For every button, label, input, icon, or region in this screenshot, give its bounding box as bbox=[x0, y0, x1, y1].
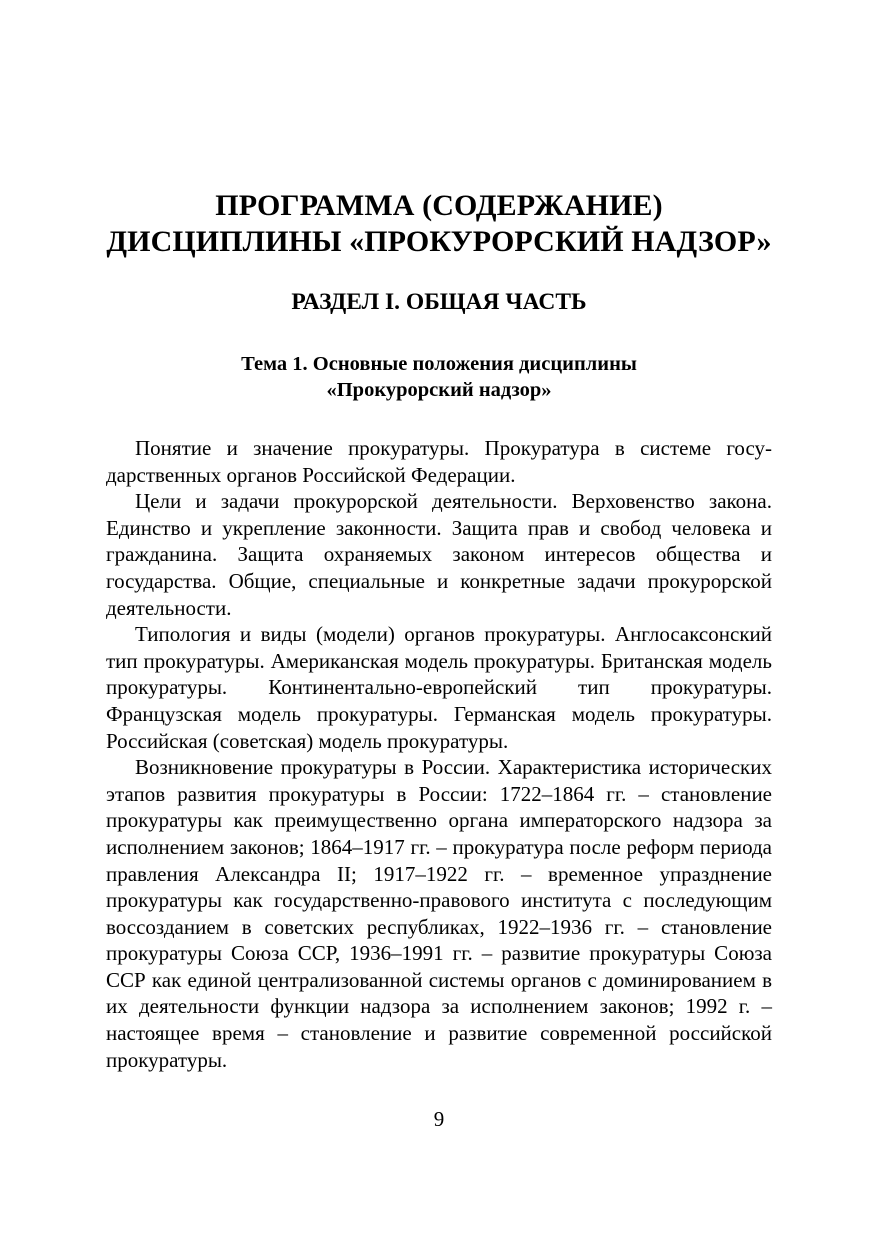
document-title bbox=[106, 188, 772, 260]
topic-line-2: «Прокурорский надзор» bbox=[326, 379, 552, 401]
title-line-2: ДИСЦИПЛИНЫ «ПРОКУРОРСКИЙ НАДЗОР» bbox=[106, 225, 772, 258]
topic-line-1: Тема 1. Основные положения дисциплины bbox=[241, 353, 637, 375]
section-heading: РАЗДЕЛ I. ОБЩАЯ ЧАСТЬ bbox=[291, 289, 587, 315]
document-page bbox=[106, 0, 772, 1240]
paragraph-4: Возникновение прокуратуры в России. Характеристика исторических этапов развития прокуратуры в России: 1722–1864 гг. – становление прокуратуры как преимущественно органа императорского надзора за исполнением законов; 1864–1917 гг. – прокуратура после реформ периода правления Александра II; 1917–1922 гг. – временное упразднение прокуратуры как государственно-правового института с последующим воссозданием в советских республиках, 1922–1936 гг. – становление прокуратуры Союза ССР, 1936–1991 гг. – развитие прокуратуры Союза ССР как единой централизованной системы органов с доминированием в их деятельности функции надзора за исполнением законов; 1992 г. – настоящее время – становление и развитие современной российской прокуратуры. bbox=[106, 755, 772, 1072]
paragraph-1: Понятие и значение прокуратуры. Прокуратура в системе государственных органов Российской Федерации. bbox=[106, 436, 772, 487]
paragraph-2: Цели и задачи прокурорской деятельности. Верховенство закона. Единство и укрепление законности. Защита прав и свобод человека и гражданина. Защита охраняемых законом интересов общества и государства. Общие, специальные и конкретные задачи прокурорской деятельности. bbox=[106, 489, 772, 620]
body-text bbox=[106, 435, 772, 1073]
topic-heading bbox=[106, 351, 772, 403]
title-line-1: ПРОГРАММА (СОДЕРЖАНИЕ) bbox=[215, 189, 663, 222]
page-number: 9 bbox=[433, 1107, 445, 1131]
paragraph-3: Типология и виды (модели) органов прокуратуры. Англосаксонский тип прокуратуры. Американская модель прокуратуры. Британская модель прокуратуры. Континентально-европейский тип прокуратуры. Французская модель прокуратуры. Германская модель прокуратуры. Российская (советская) модель прокуратуры. bbox=[106, 622, 772, 753]
